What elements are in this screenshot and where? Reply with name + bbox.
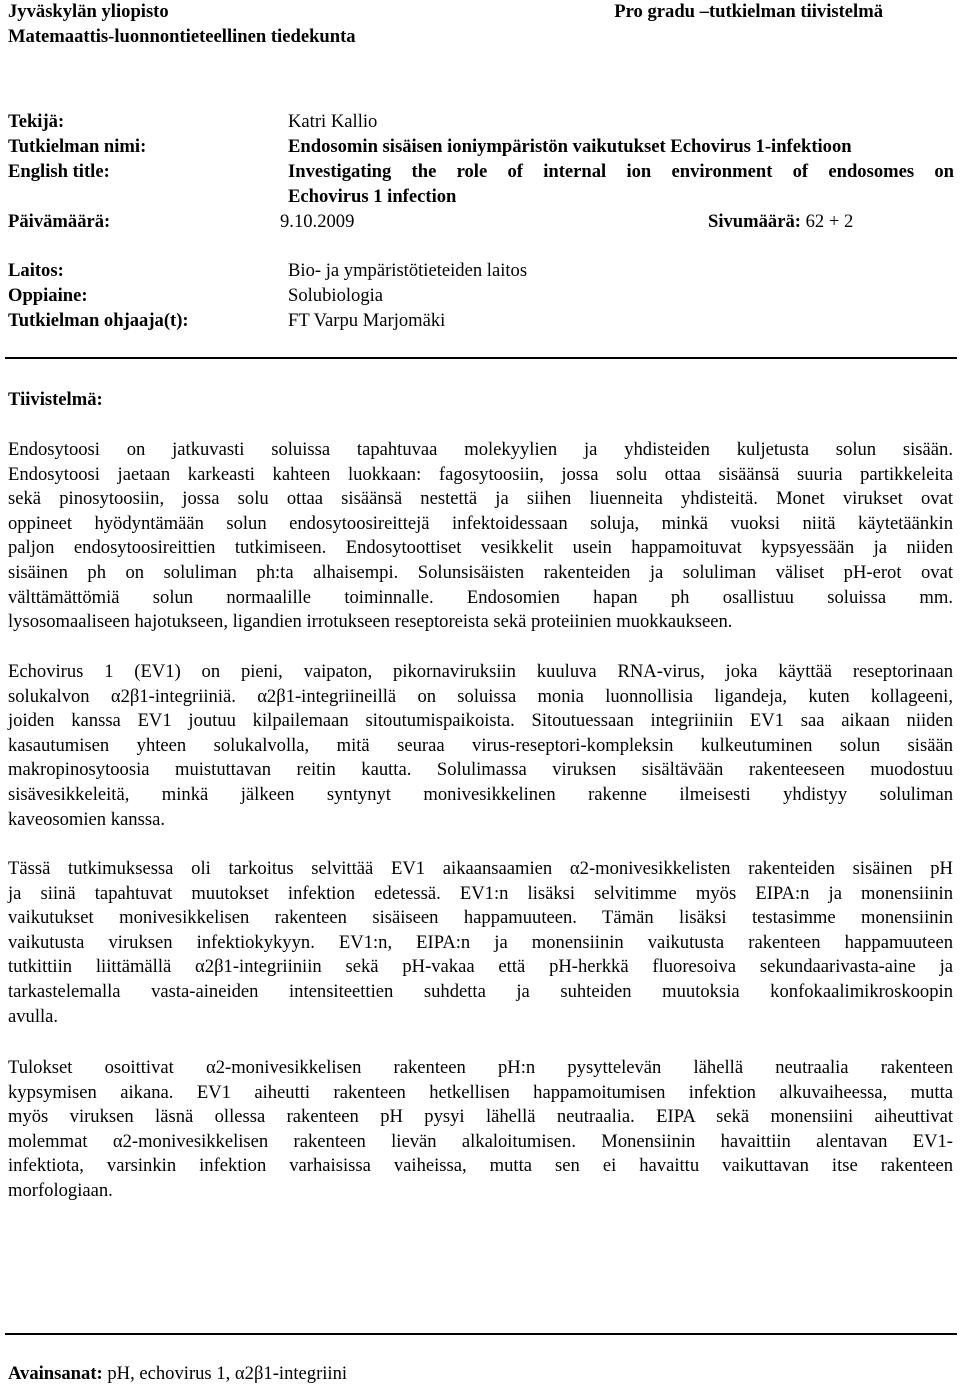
header-left [8,0,356,49]
text-line: morfologiaan. [8,1179,113,1201]
top-divider [5,357,957,359]
text-line: tutkittiin liittämällä α2β1-integriiniin sekä pH-vakaa että pH-herkkä fluoresoiva sekundaarivasta-aine ja [8,956,953,978]
faculty-name: Matemaattis-luonnontieteellinen tiedekunta [8,25,356,47]
text-line: lysosomaaliseen hajotukseen, ligandien irrotukseen reseptoreista sekä proteiinien muokkaukseen. [8,611,733,633]
department-label: Laitos: [8,260,64,281]
text-line: Tässä tutkimuksessa oli tarkoitus selvittää EV1 aikaansaamien α2-monivesikkelisten rakenteiden sisäinen pH [8,858,953,879]
date-label: Päivämäärä: [8,211,111,232]
text-line: Tulokset osoittivat α2-monivesikkelisen rakenteen pH:n pysyttelevän lähellä neutraalia rakenteen [8,1057,953,1078]
pages-label: Sivumäärä: [708,211,801,232]
subject-label: Oppiaine: [8,285,88,306]
author-label: Tekijä: [8,111,65,132]
text-line: välttämättömiä solun normaalille toiminnalle. Endosomien hapan ph osallistuu soluissa mm. [8,586,953,608]
text-line: vaikutukset monivesikkelisen rakenteen sisäiseen happamuuteen. Tämän lisäksi testasimme monensiinin [8,907,953,929]
subject-value: Solubiologia [288,285,384,306]
text-line: vaikutusta viruksen infektiokykyyn. EV1:n, EIPA:n ja monensiinin vaikutusta rakenteen happamuuteen [8,931,953,953]
text-line: makropinosytoosia muistuttavan reitin kautta. Solulimassa viruksen sisältävään rakenteeseen muodostuu [8,759,953,781]
abstract-paragraph-3 [8,857,953,1029]
university-name: Jyväskylän yliopisto [8,1,169,22]
text-line: Echovirus 1 (EV1) on pieni, vaipaton, pikornaviruksiin kuuluva RNA-virus, joka käyttää reseptorinaan [8,661,953,682]
text-line: Endosytoosi on jatkuvasti soluissa tapahtuvaa molekyylien ja yhdisteiden kuljetusta solun sisään. [8,439,953,460]
english-title-label: English title: [8,161,110,182]
text-line: myös viruksen läsnä ollessa rakenteen pH pysyi lähellä neutraalia. EIPA sekä monensiini aiheuttivat [8,1106,953,1128]
text-line: sisäinen ph on soluliman ph:ta alhaisempi. Solunsisäisten rakenteiden ja soluliman väliset pH-erot ovat [8,561,953,583]
abstract-paragraph-2 [8,660,953,832]
supervisor-value: FT Varpu Marjomäki [288,310,446,331]
text-line: paljon endosytoosireittien tutkimiseen. Endosytoottiset vesikkelit usein happamoituvat kypsyessään ja niiden [8,537,953,559]
abstract-paragraph-1 [8,438,953,635]
department-value: Bio- ja ympäristötieteiden laitos [288,260,528,281]
document-type: Pro gradu –tutkielman tiivistelmä [614,1,883,22]
text-line: oppineet hyödyntämään solun endosytoosireittejä infektoidessaan soluja, minkä vuoksi niitä käytetäänkin [8,512,953,534]
pages-value: 62 + 2 [805,211,854,232]
text-line: kasautumisen yhteen solukalvolla, mitä seuraa virus-reseptori-kompleksin kulkeutuminen solun sisään [8,734,953,756]
abstract-paragraph-4 [8,1056,953,1204]
text-line: avulla. [8,1005,59,1027]
keywords-label: Avainsanat: [8,1363,103,1384]
title-value: Endosomin sisäisen ioniympäristön vaikutukset Echovirus 1-infektioon [288,136,852,157]
text-line: tarkastelemalla vasta-aineiden intensiteettien suhdetta ja suhteiden muutoksia konfokaalimikroskoopin [8,980,953,1002]
keywords [8,1362,347,1387]
date-value: 9.10.2009 [280,211,355,232]
text-line: molemmat α2-monivesikkelisen rakenteen lievän alkaloitumisen. Monensiinin havaittiin alentavan EV1- [8,1130,953,1152]
text-line: sekä pinosytoosiin, jossa solu ottaa sisäänsä nestettä ja siihen liuenneita yhdisteitä. Monet virukset ovat [8,488,953,510]
text-line: infektiota, varsinkin infektion varhaisissa vaiheissa, mutta sen ei havaittu vaikuttavan itse rakenteen [8,1155,953,1177]
keywords-value: pH, echovirus 1, α2β1-integriini [107,1363,348,1384]
text-line: solukalvon α2β1-integriiniä. α2β1-integriineillä on soluissa monia luonnollisia ligandeja, kuten kollageeni, [8,685,953,707]
bottom-divider [5,1333,957,1335]
text-line: kypsymisen aikana. EV1 aiheutti rakenteen hetkellisen happamoitumisen infektion alkuvaiheessa, mutta [8,1081,953,1103]
author-value: Katri Kallio [288,111,378,132]
pages-field [708,210,853,235]
supervisor-label: Tutkielman ohjaaja(t): [8,310,189,331]
abstract-heading: Tiivistelmä: [8,389,103,410]
text-line: kaveosomien kanssa. [8,808,165,830]
english-title-line2: Echovirus 1 infection [288,186,457,207]
english-title-line1: Investigating the role of internal ion environment of endosomes on [288,161,954,182]
text-line: Endosytoosi jaetaan karkeasti kahteen luokkaan: fagosytoosiin, jossa solu ottaa sisäänsä suuria partikkeleita [8,463,953,485]
text-line: ja siinä tapahtuvat muutokset infektion edetessä. EV1:n lisäksi selvitimme myös EIPA:n ja monensiinin [8,882,953,904]
title-label: Tutkielman nimi: [8,136,147,157]
text-line: joiden kanssa EV1 joutuu kilpailemaan sitoutumispaikoista. Sitoutuessaan integriiniin EV1 saa aikaan niiden [8,710,953,732]
text-line: sisävesikkeleitä, minkä jälkeen syntynyt monivesikkelinen rakenne ilmeisesti yhdistyy soluliman [8,783,953,805]
